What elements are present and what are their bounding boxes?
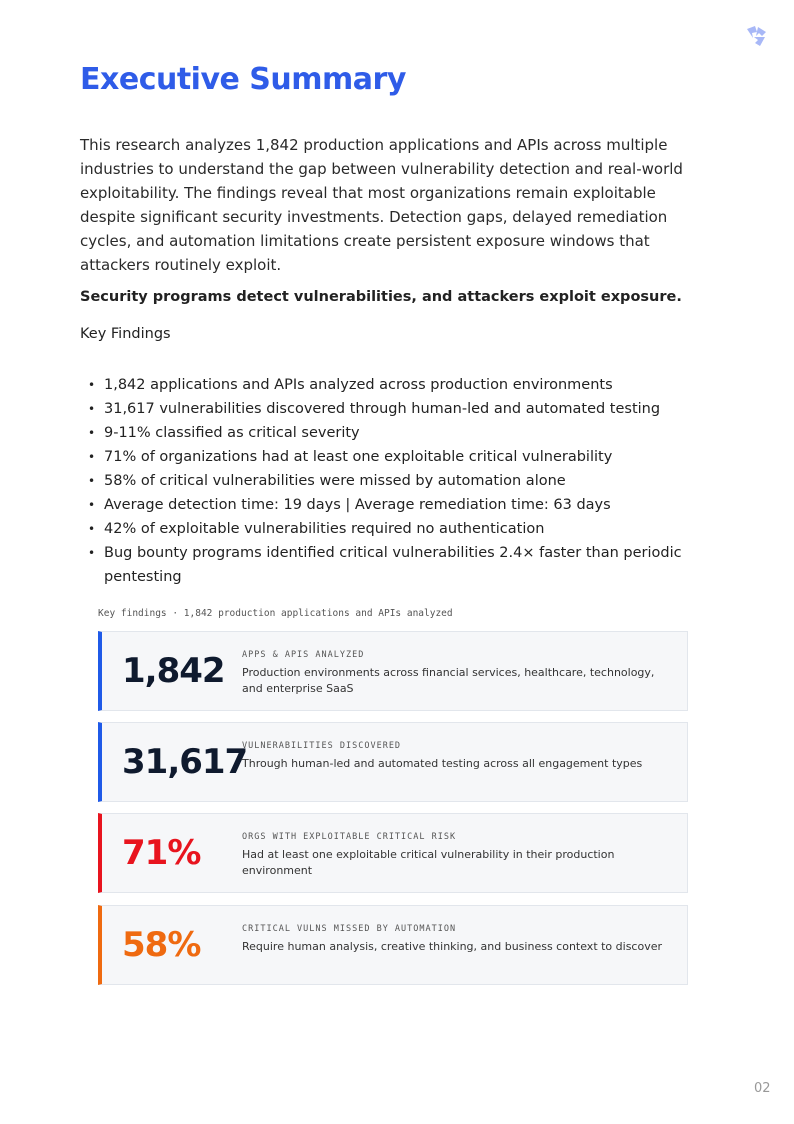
stat-card — [98, 905, 688, 985]
page-number: 02 — [754, 1081, 771, 1096]
list-item: • 31,617 vulnerabilities discovered through human-led and automated testing — [88, 397, 698, 421]
figure-caption: Key findings · 1,842 production applications and APIs analyzed — [98, 608, 453, 619]
list-item: • 71% of organizations had at least one exploitable critical vulnerability — [88, 445, 698, 469]
stat-value: 1,842 — [122, 651, 225, 691]
list-item: • Bug bounty programs identified critical vulnerabilities 2.4× faster than periodic pentesting — [88, 541, 698, 589]
intro-paragraph: This research analyzes 1,842 production applications and APIs across multiple industries to understand the gap between vulnerability detection and real-world exploitability. The findings reveal that most organizations remain exploitable despite significant security investments. Detection gaps, delayed remediation cycles, and automation limitations create persistent exposure windows that attackers routinely exploit. — [80, 136, 683, 274]
stat-card — [98, 722, 688, 802]
stat-label: VULNERABILITIES DISCOVERED — [242, 741, 402, 751]
list-item: • 42% of exploitable vulnerabilities required no authentication — [88, 517, 698, 541]
stat-description: Production environments across financial services, healthcare, technology, and enterprise SaaS — [242, 666, 655, 695]
brand-logo-icon — [743, 23, 769, 49]
stat-description: Had at least one exploitable critical vulnerability in their production environment — [242, 848, 615, 877]
stat-value: 71% — [122, 833, 201, 873]
list-item: • 58% of critical vulnerabilities were missed by automation alone — [88, 469, 698, 493]
key-findings-heading: Key Findings — [80, 326, 171, 342]
thesis-statement: Security programs detect vulnerabilities, and attackers exploit exposure. — [80, 289, 682, 305]
stat-description: Require human analysis, creative thinking, and business context to discover — [242, 940, 663, 953]
page-title: Executive Summary — [80, 62, 406, 97]
stat-label: ORGS WITH EXPLOITABLE CRITICAL RISK — [242, 832, 457, 842]
stat-card — [98, 813, 688, 893]
stat-value: 58% — [122, 925, 201, 965]
list-item: • 9-11% classified as critical severity — [88, 421, 698, 445]
stat-card — [98, 631, 688, 711]
stat-label: APPS & APIS ANALYZED — [242, 650, 365, 660]
stat-description: Through human-led and automated testing across all engagement types — [242, 757, 643, 770]
list-item: • Average detection time: 19 days | Average remediation time: 63 days — [88, 493, 698, 517]
list-item: • 1,842 applications and APIs analyzed across production environments — [88, 373, 698, 397]
findings-list — [88, 373, 698, 589]
stat-value: 31,617 — [122, 742, 248, 782]
stat-label: CRITICAL VULNS MISSED BY AUTOMATION — [242, 924, 457, 934]
